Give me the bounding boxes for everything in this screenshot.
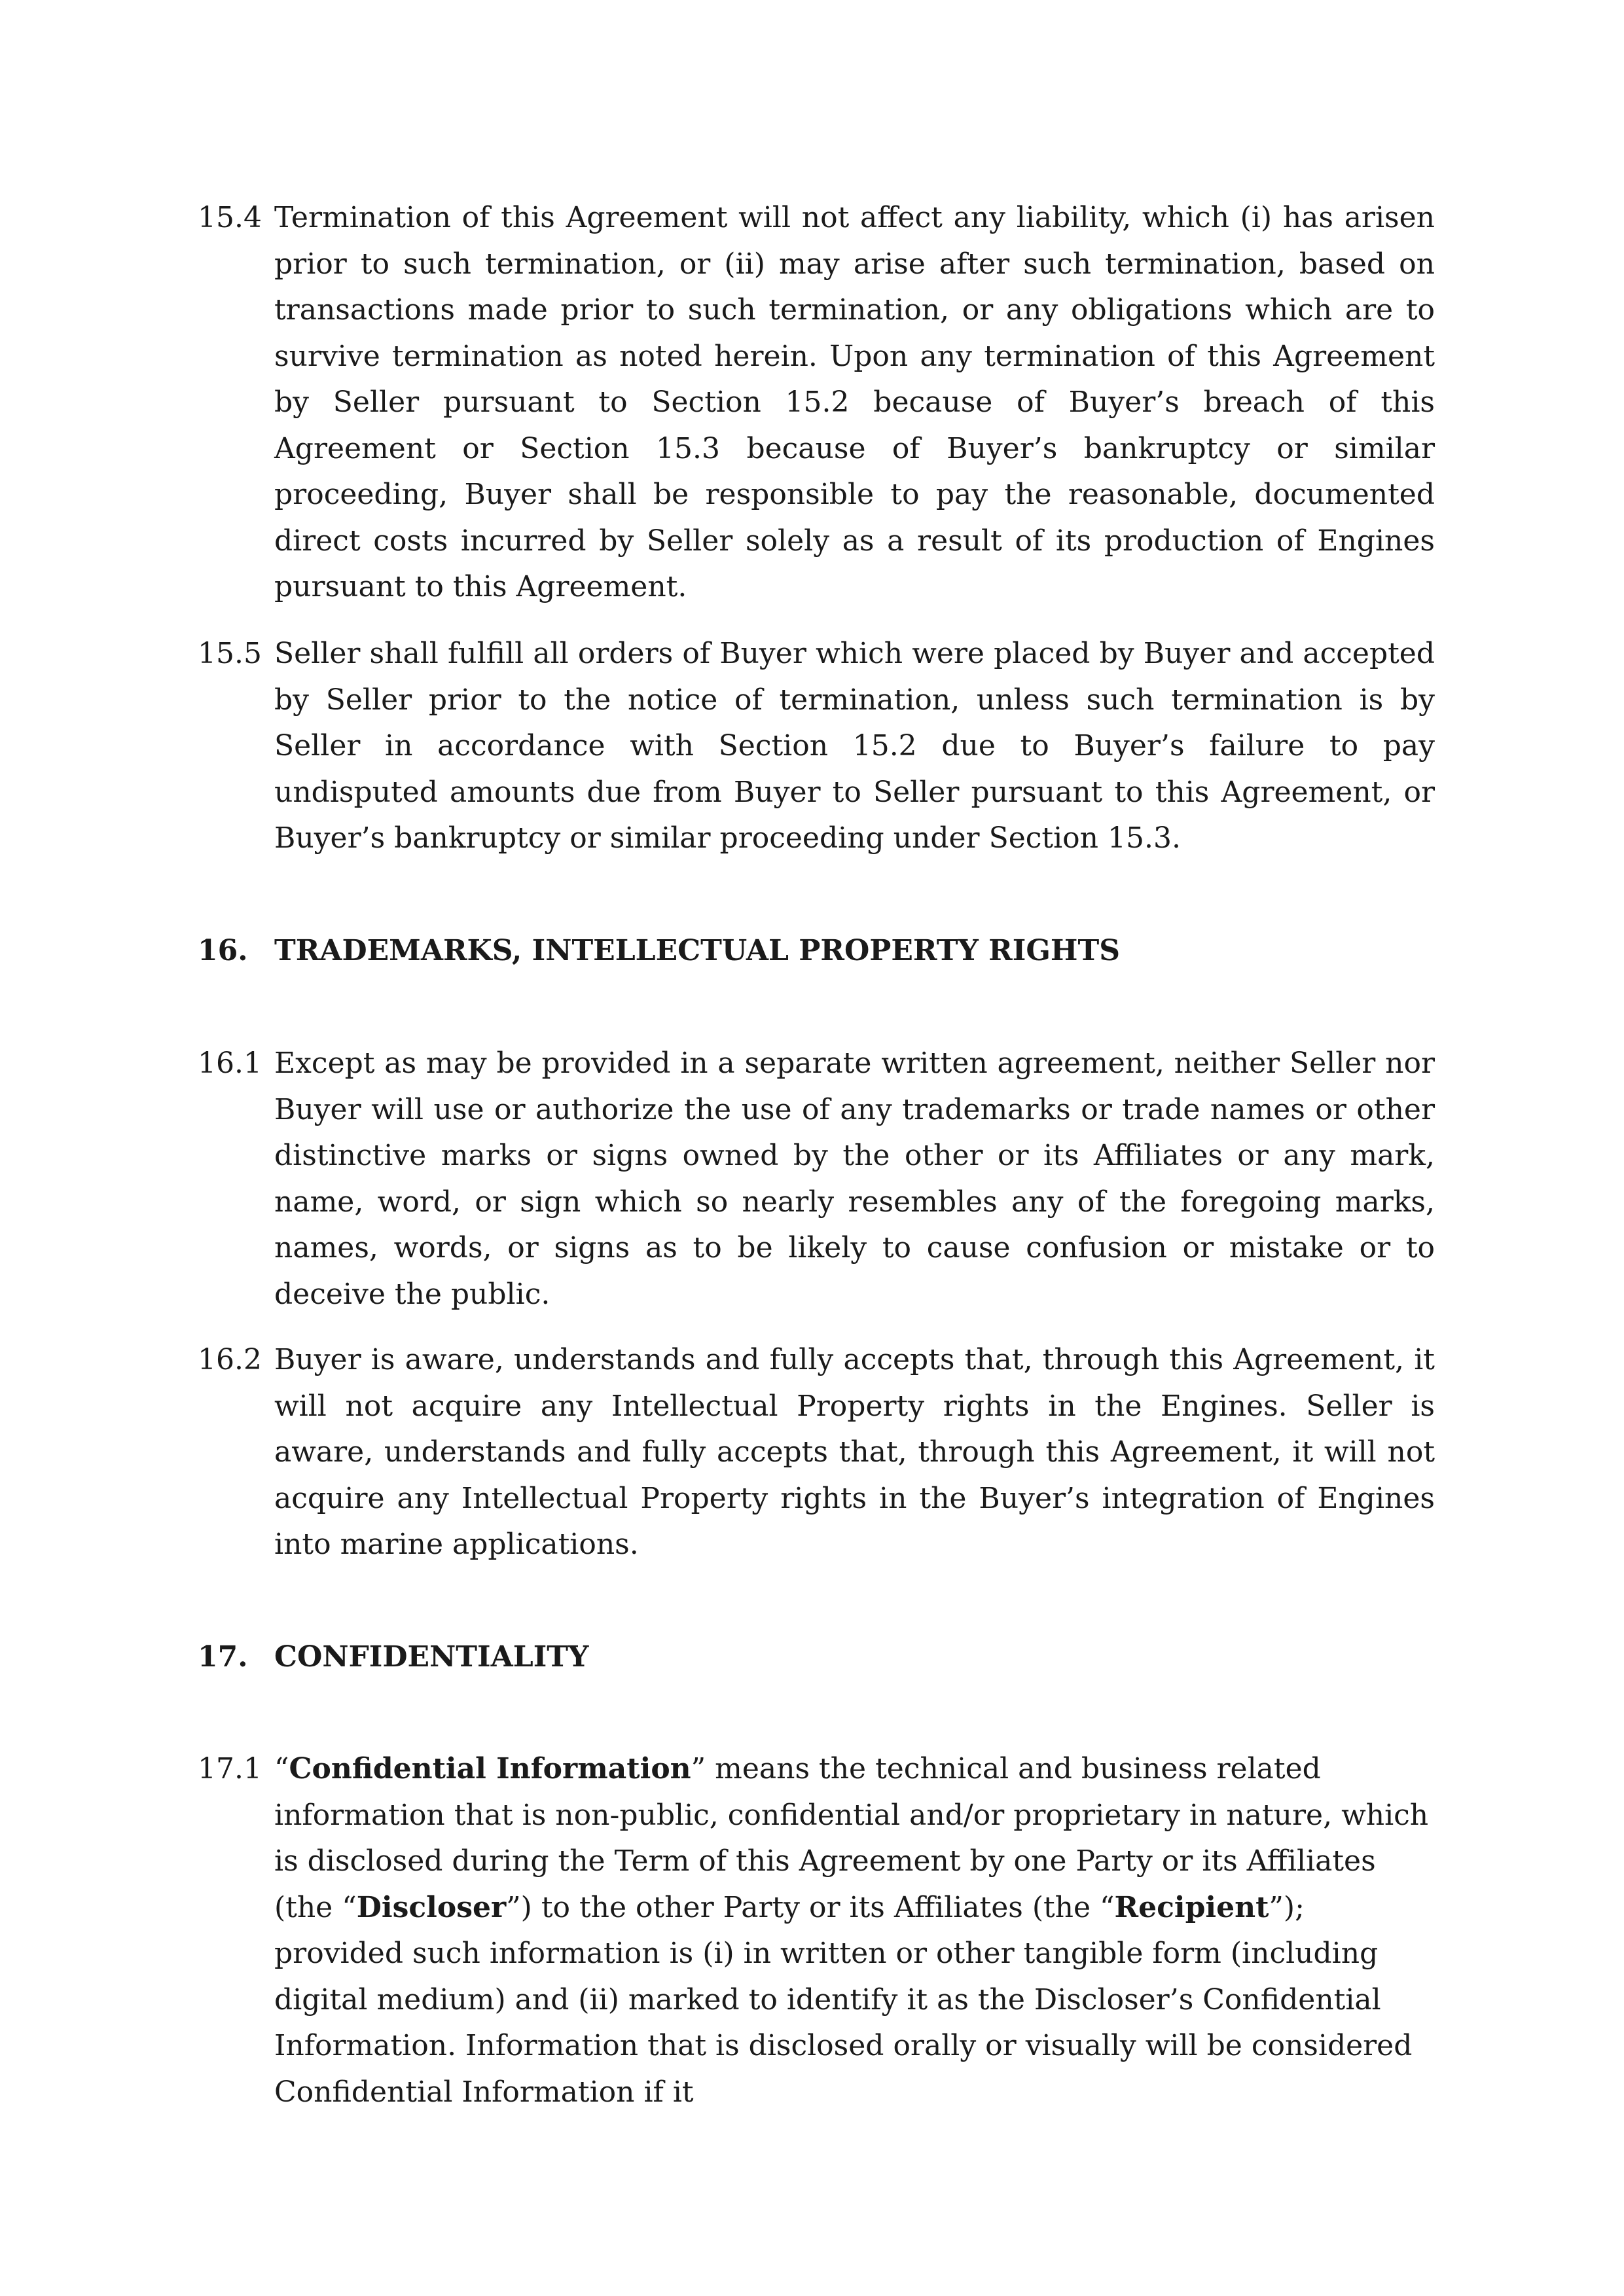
clause-15-5 xyxy=(198,631,1435,862)
clause-number: 15.4 xyxy=(198,201,262,234)
clause-text-part: ”); provided such information is (i) in written or other tangible form (including digital medium) and (ii) marked to identify it as the Discloser’s Confidential Information. Information that is disclosed orally or visually will be considered Confidential Information if it xyxy=(274,1890,1413,2109)
defined-term-recipient: Recipient xyxy=(1114,1890,1269,1924)
section-heading-16 xyxy=(198,928,1435,975)
clause-number: 15.5 xyxy=(198,637,262,670)
section-title: TRADEMARKS, INTELLECTUAL PROPERTY RIGHTS xyxy=(274,934,1120,967)
section-number: 16. xyxy=(198,934,248,967)
defined-term-discloser: Discloser xyxy=(356,1890,507,1924)
clause-text xyxy=(274,1746,1435,2115)
section-number: 17. xyxy=(198,1640,248,1674)
clause-number: 16.2 xyxy=(198,1343,262,1376)
clause-text-part: ”) to the other Party or its Affiliates (the “ xyxy=(506,1890,1115,1924)
clause-17-1 xyxy=(198,1746,1435,2115)
section-title: CONFIDENTIALITY xyxy=(274,1640,589,1674)
clause-text: Seller shall fulfill all orders of Buyer which were placed by Buyer and accepted by Seller prior to the notice of termination, unless such termination is by Seller in accordance with Section 15.2 due to Buyer’s failure to pay undisputed amounts due from Buyer to Seller pursuant to this Agreement, or Buyer’s bankruptcy or similar proceeding under Section 15.3. xyxy=(274,637,1435,855)
clause-text: Except as may be provided in a separate written agreement, neither Seller nor Buyer will use or authorize the use of any trademarks or trade names or other distinctive marks or signs owned by the other or its Affiliates or any mark, name, word, or sign which so nearly resembles any of the foregoing marks, names, words, or signs as to be likely to cause confusion or mistake or to deceive the public. xyxy=(274,1047,1435,1311)
quote-mark: “ xyxy=(274,1752,289,1785)
defined-term-confidential-information: Confidential Information xyxy=(289,1752,691,1785)
clause-text: Buyer is aware, understands and fully accepts that, through this Agreement, it will not acquire any Intellectual Property rights in the Engines. Seller is aware, understands and fully accepts that, through this Agreement, it will not acquire any Intellectual Property rights in the Buyer’s integration of Engines into marine applications. xyxy=(274,1343,1435,1561)
clause-number: 16.1 xyxy=(198,1047,262,1080)
clause-text-part: ” means the technical and business related information that is non-public, confidential and/or proprietary in nature, which is disclosed during the Term of this Agreement by one Party or its Affiliates (the “ xyxy=(274,1752,1429,1924)
section-heading-17 xyxy=(198,1634,1435,1681)
clause-16-1 xyxy=(198,1041,1435,1318)
clause-text: Termination of this Agreement will not affect any liability, which (i) has arisen prior to such termination, or (ii) may arise after such termination, based on transactions made prior to such termination, or any obligations which are to survive termination as noted herein. Upon any termination of this Agreement by Seller pursuant to Section 15.2 because of Buyer’s breach of this Agreement or Section 15.3 because of Buyer’s bankruptcy or similar proceeding, Buyer shall be responsible to pay the reasonable, documented direct costs incurred by Seller solely as a result of its production of Engines pursuant to this Agreement. xyxy=(274,201,1435,603)
clause-number: 17.1 xyxy=(198,1752,262,1785)
clause-15-4 xyxy=(198,195,1435,611)
clause-16-2 xyxy=(198,1337,1435,1568)
